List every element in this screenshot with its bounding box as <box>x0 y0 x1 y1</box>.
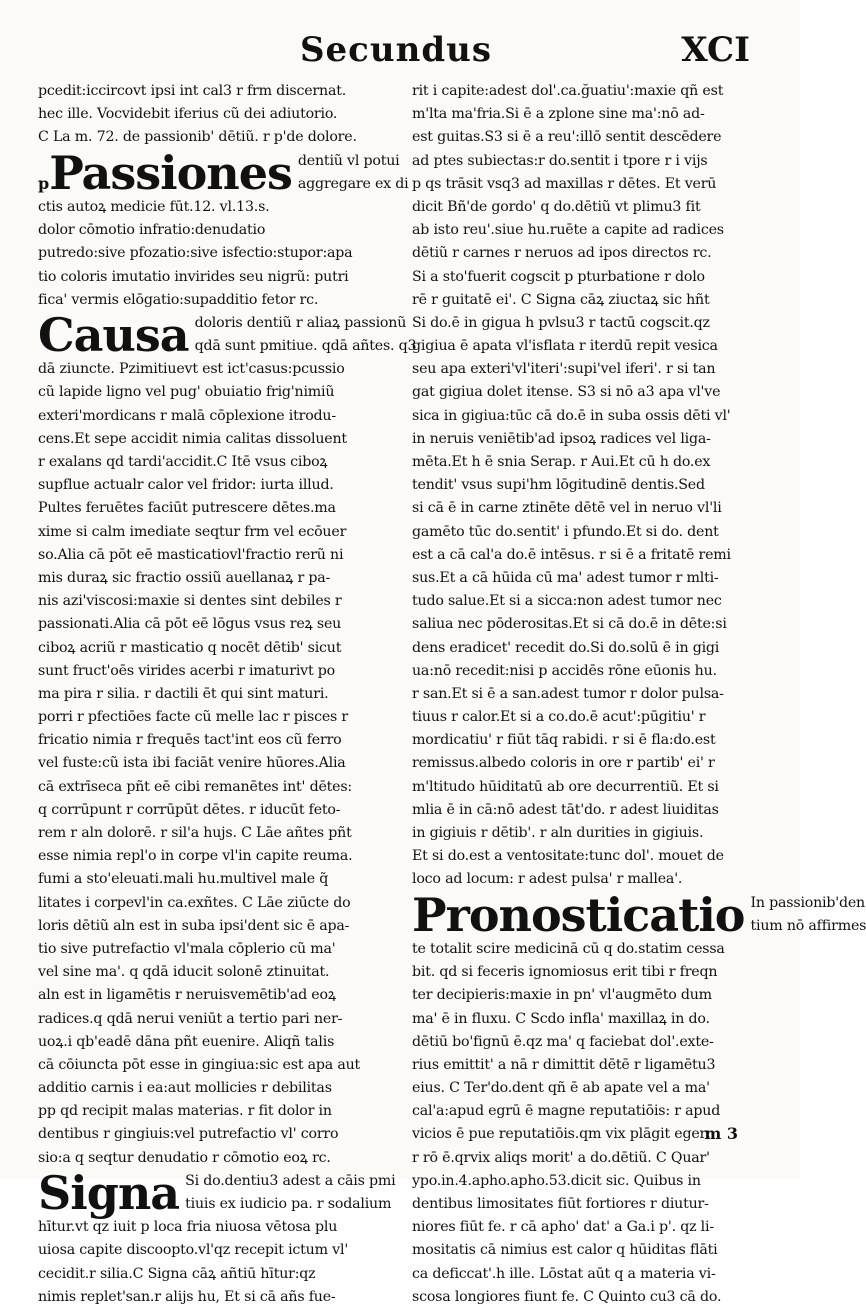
text-line: in neruis veniētib'ad ipsoꝝ radices vel liga- <box>412 430 711 447</box>
passiones-rubric <box>38 145 409 200</box>
causa-initial-heading: Causa <box>38 307 189 362</box>
text-line: Si do.ē in gigua h pvlsu3 r tactū cogscit.qz <box>412 314 710 331</box>
text-line: qdā sunt pmitiue. qdā añtes. q3 <box>194 338 417 355</box>
pronosticatio-rubric <box>412 887 866 942</box>
text-line: esse nimia repl'o in corpe vl'in capite reuma. <box>38 848 353 865</box>
text-line: nimis replet'san.r alijs hu, Et si cā añs fue- <box>38 1288 336 1305</box>
text-line: tudo salue.Et si a sicca:non adest tumor nec <box>412 593 722 610</box>
text-line: dicit Bñ'de gordo' q do.dētiũ vt plimu3 fit <box>412 198 701 215</box>
text-line: ter decipieris:maxie in pn' vl'augmēto dum <box>412 987 712 1004</box>
text-line: r rō ē.qrvix aliqs morit' a do.dētiũ. C Quar' <box>412 1149 710 1166</box>
text-line: nis azi'viscosi:maxie si dentes sint debiles r <box>38 593 342 610</box>
text-line: r exalans qd tardi'accidit.C Itē vsus ciboꝝ <box>38 454 328 470</box>
text-line: fricatio nimia r frequēs tact'int eos cũ ferro <box>38 732 342 749</box>
text-line: seu apa exteri'vl'iteri':supi'vel iferi'. r si tan <box>412 361 716 378</box>
text-line: sus.Et a cā hūida cū ma' adest tumor r mlti- <box>412 569 719 586</box>
text-line: ab isto reu'.siue hu.ruēte a capite ad radices <box>412 222 724 239</box>
text-line: cecidit.r silia.C Signa cāꝝ añtiū hītur:qz <box>38 1265 316 1282</box>
text-line: tiuis ex iudicio pa. r sodalium <box>185 1196 392 1212</box>
running-title: Secundus <box>300 30 492 70</box>
text-line: mēta.Et h ē snia Serap. r Aui.Et cū h do.ex <box>412 454 711 470</box>
text-line: Si do.dentiu3 adest a cāis pmi <box>185 1172 396 1189</box>
text-line: dentiũ vl potui <box>297 152 400 169</box>
pronosticatio-side-lines <box>750 892 866 938</box>
text-line: ca deficcat'.h ille. Lōstat aūt q a materia vi- <box>412 1265 716 1282</box>
text-line: mordicatiu' r fiūt tāq rabidi. r si ē fla:do.est <box>412 732 716 749</box>
folio-number: XCI <box>681 30 750 70</box>
text-line: mlia ē in cā:nō adest tāt'do. r adest liuiditas <box>412 801 719 818</box>
text-line: In passionib'den <box>750 894 865 911</box>
text-line: dentibus r gingiuis:vel putrefactio vl' corro <box>38 1126 339 1143</box>
text-line: fumi a sto'eleuati.mali hu.multivel male q̃ <box>38 871 329 888</box>
text-line: litates i corpevl'in ca.exñtes. C Lāe ziūcte do <box>38 894 351 911</box>
text-line: rē r guitatē ei'. C Signa cāꝝ ziuctaꝝ sic hñt <box>412 291 710 308</box>
text-line: gigiua ē apata vl'isflata r iterdū repit vesica <box>412 338 718 355</box>
passiones-initial-heading: Passiones <box>49 145 292 200</box>
text-line: so.Alia cā pōt eē masticatiovl'fractio rerũ ni <box>38 546 344 563</box>
signa-side-lines <box>185 1170 398 1216</box>
text-line: vel fuste:cũ ista ibi faciāt venire hūores.Alia <box>38 755 346 772</box>
text-line: loco ad locum: r adest pulsa' r mallea'. <box>412 871 683 888</box>
text-line: sica in gigiua:tūc cā do.ē in suba ossis dēti vl' <box>412 407 731 424</box>
text-line: xime si calm imediate seqtur frm vel ecōuer <box>38 523 347 540</box>
text-line: dens eradicet' recedit do.Si do.solū ē in gigi <box>412 639 720 656</box>
text-line: rem r aln dolorē. r sil'a hujs. C Lāe añtes pñt <box>38 825 352 841</box>
text-line: in gigiuis r dētib'. r aln durities in gigiuis. <box>412 825 704 841</box>
causa-rubric <box>38 307 417 362</box>
text-line: q corrūpunt r corrūpūt dētes. r iducūt feto- <box>38 801 341 818</box>
text-line: te totalit scire medicinā cū q do.statim cessa <box>412 940 725 957</box>
text-line: mis duraꝝ sic fractio ossiũ auellanaꝝ r pa- <box>38 569 331 586</box>
text-line: dētiũ r carnes r neruos ad ipos directos rc. <box>412 245 712 262</box>
text-line: mositatis cā nimius est calor q hūiditas flāti <box>412 1242 718 1259</box>
text-line: radices.q qdā nerui veniūt a tertio pari ner- <box>38 1010 343 1027</box>
text-line: est a cā cal'a do.ē intēsus. r si ē a fritatē remi <box>412 546 731 563</box>
text-line: scosa longiores fiunt fe. C Quinto cu3 cā do. <box>412 1288 722 1305</box>
text-line: tendit' vsus supi'hm lōgitudinē dentis.Sed <box>412 477 705 494</box>
passiones-side-lines <box>298 150 409 196</box>
text-line: pp qd recipit malas materias. r fit dolor in <box>38 1103 332 1120</box>
text-line: ua:nō recedit:nisi p accidēs rōne eūonis hu. <box>412 662 717 679</box>
text-line: vicios ē pue reputatiōis.qm vix plāgit eger: <box>412 1126 711 1143</box>
text-line: tium nō affirmes <box>750 917 866 934</box>
signa-rubric <box>38 1165 398 1220</box>
signa-initial-heading: Signa <box>38 1165 180 1220</box>
text-line: fica' vermis elōgatio:supadditio fetor rc. <box>38 291 319 308</box>
text-line: doloris dentiũ r aliaꝝ passionũ <box>194 314 407 331</box>
text-line: tio sive putrefactio vl'mala cōplerio cũ ma' <box>38 940 336 957</box>
signature-mark: m 3 <box>704 1124 738 1143</box>
text-line: hec ille. Vocvidebit iferius cũ dei adiutorio. <box>38 106 338 123</box>
text-line: dētiū bo'fignū ē.qz ma' q faciebat dol'.exte- <box>412 1033 714 1050</box>
text-line: dolor cōmotio infratio:denudatio <box>38 222 266 239</box>
text-line: rit i capite:adest dol'.ca.ğuatiu':maxie qñ est <box>412 83 724 99</box>
text-line: gat gigiua dolet itense. S3 si nō a3 apa vl've <box>412 384 721 401</box>
text-line: m'ltitudo hūiditatū ab ore decurrentiũ. Et si <box>412 778 719 795</box>
text-line: ciboꝝ acriũ r masticatio q nocēt dētib' sicut <box>38 639 342 656</box>
text-line: ypo.in.4.apho.apho.53.dicit sic. Quibus in <box>412 1172 701 1189</box>
text-line: bit. qd si feceris ignomiosus erit tibi r freqn <box>412 964 718 981</box>
text-line: uiosa capite discoopto.vl'qz recepit ictum vl' <box>38 1242 349 1259</box>
text-line: Si a sto'fuerit cogscit p pturbatione r dolo <box>412 268 705 285</box>
text-line: saliua nec pōderositas.Et si cā do.ē in dēte:si <box>412 616 727 633</box>
text-line: vel sine ma'. q qdā iducit solonē ztinuitat. <box>38 964 330 981</box>
left-column <box>38 80 417 1309</box>
text-line: r san.Et si ē a san.adest tumor r dolor pulsa- <box>412 685 724 702</box>
text-line: gamēto tūc do.sentit' i pfundo.Et si do. dent <box>412 523 719 540</box>
text-line: uoꝝ.i qb'eadē dāna pñt euenire. Aliqñ talis <box>38 1033 335 1050</box>
text-line: ad ptes subiectas:r do.sentit i tpore r i vijs <box>412 152 708 169</box>
text-line: cũ lapide ligno vel pug' obuiatio frig'nimiũ <box>38 384 335 401</box>
text-line: si cā ē in carne ztinēte dētē vel in neruo vl'li <box>412 500 722 517</box>
text-line: exteri'mordicans r malā cōplexione itrodu- <box>38 407 336 424</box>
causa-side-lines <box>195 312 417 358</box>
text-line: cā extrīseca pñt eē cibi remanētes int' dētes: <box>38 778 353 795</box>
text-line: p qs trāsit vsq3 ad maxillas r dētes. Et verū <box>412 175 717 192</box>
text-line: Pultes feruētes faciūt putrescere dētes.ma <box>38 500 336 517</box>
text-line: additio carnis i ea:aut mollicies r debilitas <box>38 1080 332 1097</box>
text-line: ctis autoꝝ medicie fūt.12. vl.13.s. <box>38 198 270 215</box>
text-line: est guitas.S3 si ē a reu':illō sentit descēdere <box>412 129 722 146</box>
text-line: remissus.albedo coloris in ore r partib' ei' r <box>412 755 715 772</box>
text-line: tio coloris imutatio invirides seu nigrũ: putri <box>38 268 349 285</box>
text-line: passionati.Alia cā pōt eē lōgus vsus reꝝ seu <box>38 616 342 633</box>
pronosticatio-initial-heading: Pronosticatio <box>412 887 745 942</box>
text-line: cens.Et sepe accidit nimia calitas dissoluent <box>38 430 347 447</box>
text-line: supflue actualr calor vel fridor: iurta illud. <box>38 477 334 494</box>
text-line: C La m. 72. de passionib' dētiũ. r p'de dolore. <box>38 129 357 146</box>
text-line: dā ziuncte. Pzimitiuevt est ict'casus:pcussio <box>38 361 345 378</box>
text-line: ma pira r silia. r dactili ēt qui sint maturi. <box>38 685 329 702</box>
text-line: hītur.vt qz iuit p loca fria niuosa vētosa plu <box>38 1219 338 1236</box>
paragraph-marker: p <box>38 173 50 193</box>
text-line: aggregare ex di <box>297 175 409 192</box>
text-line: loris dētiũ aln est in suba ipsi'dent sic ē apa- <box>38 917 350 934</box>
text-line: niores fiūt fe. r cā apho' dat' a Ga.i p'. qz li- <box>412 1219 714 1236</box>
text-line: aln est in ligamētis r neruisvemētib'ad eoꝝ <box>38 987 336 1004</box>
text-line: tiuus r calor.Et si a co.do.ē acut':pūgitiu' r <box>412 709 706 726</box>
text-line: sunt fruct'oēs virides acerbi r imaturivt po <box>38 662 336 679</box>
text-line: porri r pfectiōes facte cũ melle lac r pisces r <box>38 709 349 726</box>
text-line: putredo:sive pfozatio:sive isfectio:stupor:apa <box>38 245 353 262</box>
text-line: ma' ē in fluxu. C Scdo infla' maxillaꝝ in do. <box>412 1010 710 1027</box>
text-line: cal'a:apud egrū ē magne reputatiōis: r apud <box>412 1103 721 1120</box>
text-line: rius emittit' a nā r dimittit dētē r ligamētu3 <box>412 1056 716 1073</box>
text-line: cā cōiuncta pōt esse in gingiua:sic est apa aut <box>38 1056 361 1073</box>
text-line: dentibus limositates fiūt fortiores r diutur- <box>412 1196 709 1212</box>
text-line: Et si do.est a ventositate:tunc dol'. mouet de <box>412 848 724 865</box>
text-line: eius. C Ter'do.dent qñ ē ab apate vel a ma' <box>412 1080 710 1097</box>
text-line: m'lta ma'fria.Si ē a zplone sine ma':nō ad- <box>412 106 705 123</box>
text-line: sio:a q seqtur denudatio r cōmotio eoꝝ rc. <box>38 1149 331 1166</box>
text-line: pcedit:iccircovt ipsi int cal3 r frm discernat. <box>38 83 347 99</box>
